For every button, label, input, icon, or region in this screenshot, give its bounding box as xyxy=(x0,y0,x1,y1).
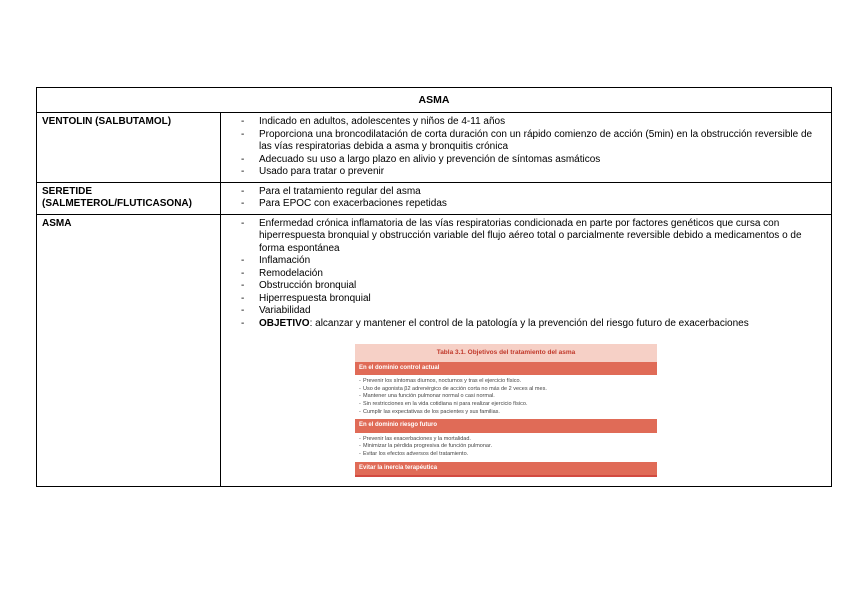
embedded-table-title: Tabla 3.1. Objetivos del tratamiento del asma xyxy=(355,344,657,362)
list-item: - Obstrucción bronquial xyxy=(241,280,826,293)
description-cell xyxy=(221,182,832,214)
list-item: - Uso de agonista β2 adrenérgico de acción corta no más de 2 veces al mes. xyxy=(359,386,653,394)
list-item: - Variabilidad xyxy=(241,305,826,318)
list-item: - Enfermedad crónica inflamatoria de las vías respiratorias condicionada en parte por factores genéticos que cursa con hiperrespuesta bronquial y obstrucción variable del flujo aéreo total o parcialmente reversible debido a medicamentos o de forma espontánea xyxy=(241,218,826,256)
description-cell xyxy=(221,214,832,487)
bullet-list xyxy=(241,186,826,211)
section-header: En el dominio control actual xyxy=(355,362,657,376)
table-title: ASMA xyxy=(37,88,832,113)
list-item: - Mantener una función pulmonar normal o casi normal. xyxy=(359,393,653,401)
list-item: - Inflamación xyxy=(241,255,826,268)
description-cell xyxy=(221,113,832,183)
objective-label: OBJETIVO xyxy=(259,317,310,329)
section-list xyxy=(355,433,657,462)
table-row xyxy=(37,214,832,487)
bullet-list xyxy=(241,116,826,179)
list-item: - Para el tratamiento regular del asma xyxy=(241,186,826,199)
list-item: - Usado para tratar o prevenir xyxy=(241,166,826,179)
list-item: - Adecuado su uso a largo plazo en alivio y prevención de síntomas asmáticos xyxy=(241,154,826,167)
list-item: - Cumplir las expectativas de los pacientes y sus familias. xyxy=(359,409,653,417)
section-header: En el dominio riesgo futuro xyxy=(355,419,657,433)
bullet-list xyxy=(241,218,826,331)
list-item: - Prevenir los síntomas diurnos, nocturnos y tras el ejercicio físico. xyxy=(359,378,653,386)
list-item: - Remodelación xyxy=(241,268,826,281)
objective-item xyxy=(241,318,826,331)
section-list xyxy=(355,375,657,419)
term-cell: VENTOLIN (SALBUTAMOL) xyxy=(37,113,221,183)
term-cell: ASMA xyxy=(37,214,221,487)
asma-table xyxy=(36,87,832,487)
table-row xyxy=(37,113,832,183)
embedded-objectives-table xyxy=(355,344,657,477)
list-item: - Indicado en adultos, adolescentes y niños de 4-11 años xyxy=(241,116,826,129)
objective-text: : alcanzar y mantener el control de la patología y la prevención del riesgo futuro de exacerbaciones xyxy=(309,317,749,329)
section-header: Evitar la inercia terapéutica xyxy=(355,462,657,476)
list-item: - Hiperrespuesta bronquial xyxy=(241,293,826,306)
list-item: - Para EPOC con exacerbaciones repetidas xyxy=(241,198,826,211)
list-item: - Proporciona una broncodilatación de corta duración con un rápido comienzo de acción (5min) en la obstrucción reversible de las vías respiratorias debida a asma y bronquitis crónica xyxy=(241,129,826,154)
list-item: - Evitar los efectos adversos del tratamiento. xyxy=(359,451,653,459)
list-item: - Minimizar la pérdida progresiva de función pulmonar. xyxy=(359,443,653,451)
term-cell: SERETIDE (SALMETEROL/FLUTICASONA) xyxy=(37,182,221,214)
list-item: - Prevenir las exacerbaciones y la mortalidad. xyxy=(359,436,653,444)
table-row xyxy=(37,182,832,214)
list-item: - Sin restricciones en la vida cotidiana ni para realizar ejercicio físico. xyxy=(359,401,653,409)
